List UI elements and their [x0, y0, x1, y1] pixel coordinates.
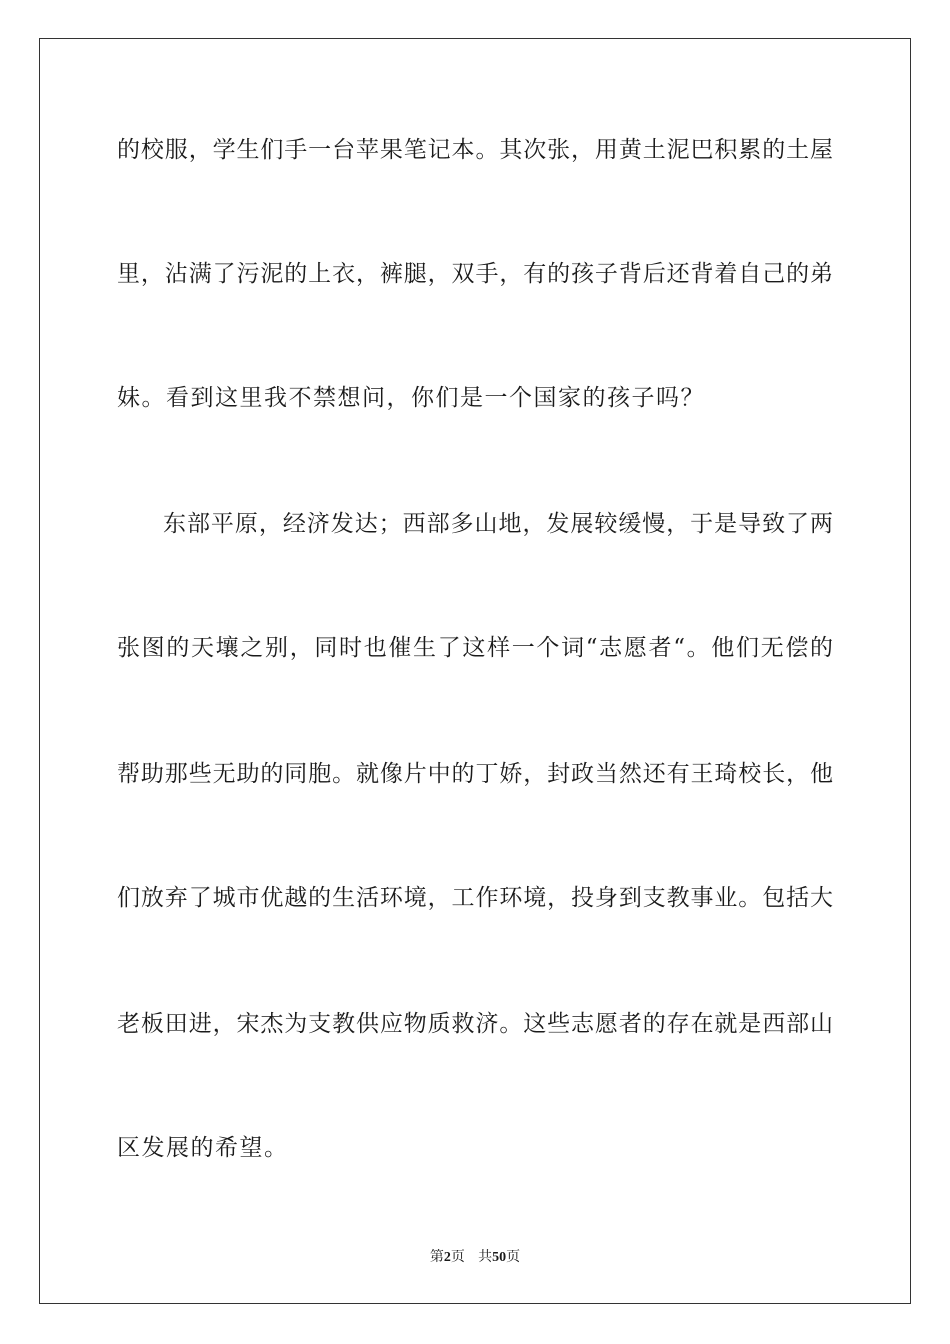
text-line-3: 妹。看到这里我不禁想问，你们是一个国家的孩子吗？	[117, 385, 705, 411]
total-prefix: 共	[478, 1249, 493, 1265]
text-line-7: 们放弃了城市优越的生活环境，工作环境，投身到支教事业。包括大	[117, 885, 833, 911]
page-border	[39, 38, 911, 1304]
page-suffix: 页	[450, 1249, 465, 1265]
total-suffix: 页	[506, 1249, 521, 1265]
page-number: 2	[443, 1250, 451, 1265]
text-line-4: 东部平原，经济发达；西部多山地，发展较缓慢，于是导致了两	[163, 511, 833, 537]
page-footer	[0, 1248, 950, 1267]
text-line-1: 的校服，学生们手一台苹果笔记本。其次张，用黄土泥巴积累的土屋	[117, 137, 833, 163]
text-line-6: 帮助那些无助的同胞。就像片中的丁娇，封政当然还有王琦校长，他	[117, 761, 833, 787]
text-line-8: 老板田进，宋杰为支教供应物质救济。这些志愿者的存在就是西部山	[117, 1011, 833, 1037]
total-pages: 50	[492, 1250, 507, 1265]
text-line-9: 区发展的希望。	[117, 1135, 289, 1161]
text-line-5: 张图的天壤之别，同时也催生了这样一个词“志愿者“。他们无偿的	[117, 635, 833, 661]
page-prefix: 第	[429, 1249, 444, 1265]
text-line-2: 里，沾满了污泥的上衣，裤腿，双手，有的孩子背后还背着自己的弟	[117, 261, 833, 287]
